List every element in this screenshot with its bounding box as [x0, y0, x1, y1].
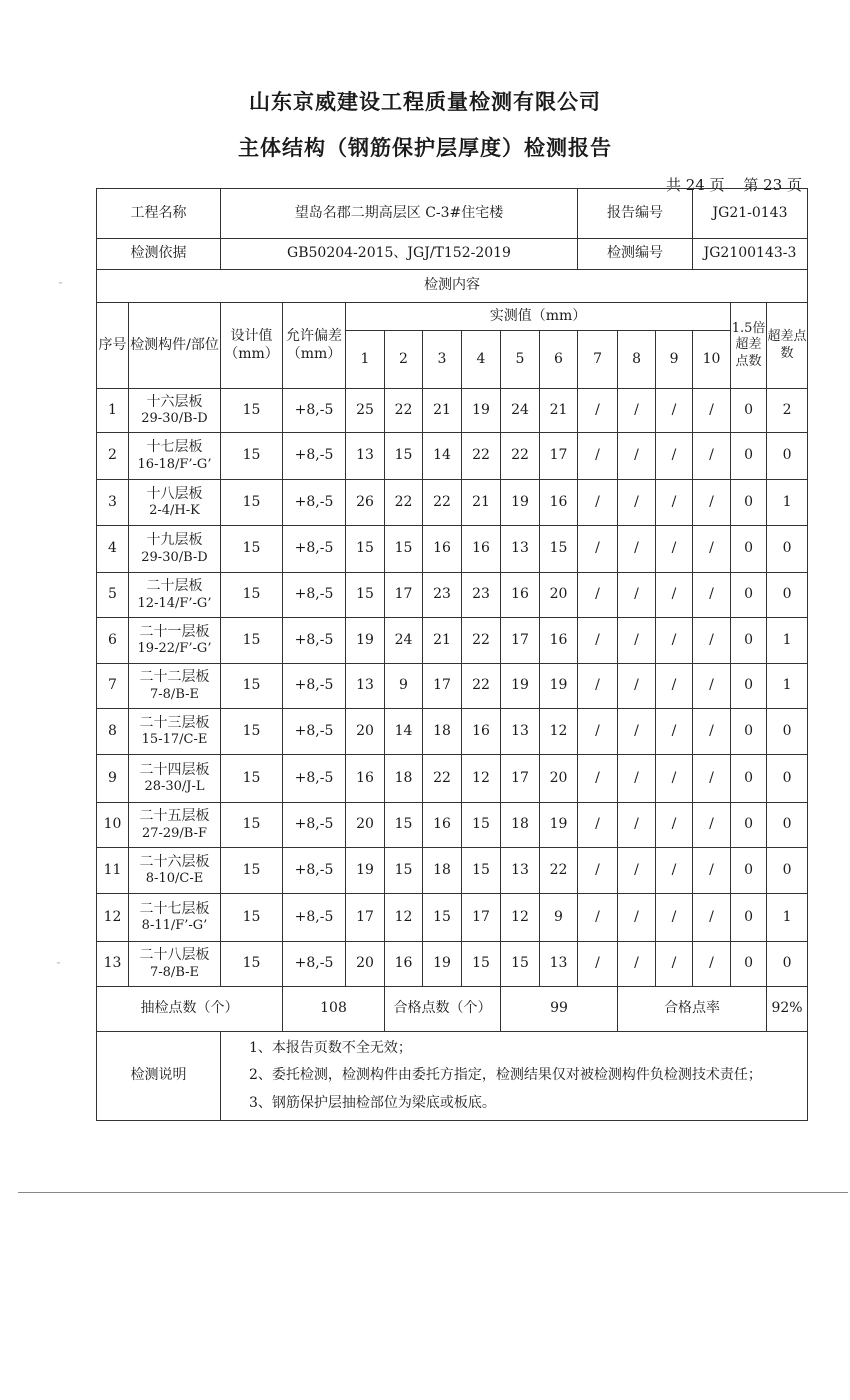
measured-value: 19: [540, 664, 578, 709]
measured-value: 24: [501, 389, 540, 433]
row-over15: 0: [731, 709, 767, 755]
measured-value: 15: [462, 942, 501, 987]
measured-value: 17: [462, 894, 501, 942]
row-tolerance: +8,-5: [283, 848, 346, 894]
row-seq: 5: [97, 573, 129, 618]
measured-value: /: [693, 480, 731, 526]
measured-value: 12: [385, 894, 423, 942]
measured-value: /: [693, 894, 731, 942]
measured-value: 20: [540, 573, 578, 618]
measured-value: /: [656, 664, 693, 709]
rate-value: 92%: [767, 987, 808, 1032]
row-over: 1: [767, 664, 808, 709]
measured-value: 15: [462, 803, 501, 848]
component-location: 29-30/B-D: [141, 549, 208, 565]
measured-value: /: [578, 755, 618, 803]
row-tolerance: +8,-5: [283, 573, 346, 618]
table-row: [97, 894, 808, 942]
test-no-label: 检测编号: [578, 239, 693, 270]
report-title: 主体结构（钢筋保护层厚度）检测报告: [238, 136, 612, 160]
measured-value: /: [618, 573, 656, 618]
measured-value: 22: [501, 433, 540, 480]
table-row: [97, 848, 808, 894]
notes-label: 检测说明: [97, 1032, 221, 1121]
measured-value: /: [693, 526, 731, 573]
measured-value: /: [693, 664, 731, 709]
measured-value: /: [578, 526, 618, 573]
measured-value: /: [656, 573, 693, 618]
component-location: 19-22/F’-G’: [137, 641, 212, 657]
measured-value: /: [618, 480, 656, 526]
component-name: 十六层板: [146, 393, 203, 410]
measured-value: 23: [462, 573, 501, 618]
measured-value: 25: [346, 389, 385, 433]
current-page: 第 23 页: [743, 176, 802, 194]
row-over: 0: [767, 755, 808, 803]
row-seq: 3: [97, 480, 129, 526]
measured-value: /: [618, 526, 656, 573]
measured-value: /: [656, 848, 693, 894]
measured-value: 16: [540, 618, 578, 664]
measured-value: 17: [346, 894, 385, 942]
measured-value: /: [578, 709, 618, 755]
row-tolerance: +8,-5: [283, 526, 346, 573]
component-location: 12-14/F’-G’: [137, 595, 212, 611]
table-row: [97, 755, 808, 803]
row-seq: 11: [97, 848, 129, 894]
row-design: 15: [221, 664, 283, 709]
row-over15: 0: [731, 480, 767, 526]
component-name: 十七层板: [146, 439, 203, 456]
measured-value: /: [693, 942, 731, 987]
row-over: 0: [767, 709, 808, 755]
basis-row: [97, 239, 808, 270]
measured-value: 19: [423, 942, 462, 987]
row-over: 0: [767, 526, 808, 573]
col-m3: 3: [423, 331, 462, 389]
measured-value: /: [618, 894, 656, 942]
measured-value: 13: [346, 433, 385, 480]
measured-value: 12: [540, 709, 578, 755]
component-location: 28-30/J-L: [144, 779, 205, 795]
row-component: [129, 894, 221, 942]
row-component: [129, 755, 221, 803]
component-name: 二十六层板: [139, 853, 210, 870]
measured-value: 20: [346, 942, 385, 987]
row-tolerance: +8,-5: [283, 942, 346, 987]
measured-value: /: [618, 389, 656, 433]
measured-value: /: [618, 433, 656, 480]
measured-value: 16: [462, 709, 501, 755]
component-name: 十九层板: [146, 532, 203, 549]
measured-value: 19: [540, 803, 578, 848]
col-m2: 2: [385, 331, 423, 389]
measured-value: 16: [385, 942, 423, 987]
measured-value: 21: [423, 389, 462, 433]
col-over15: 1.5倍超差点数: [731, 303, 767, 389]
row-over: 1: [767, 480, 808, 526]
row-over: 0: [767, 942, 808, 987]
measured-value: 15: [462, 848, 501, 894]
table-row: [97, 803, 808, 848]
measured-value: 21: [462, 480, 501, 526]
measured-value: 21: [423, 618, 462, 664]
row-seq: 1: [97, 389, 129, 433]
row-component: [129, 709, 221, 755]
component-location: 29-30/B-D: [141, 411, 208, 427]
component-name: 二十七层板: [139, 900, 210, 917]
page-bottom-rule: [18, 1192, 848, 1193]
col-m10: 10: [693, 331, 731, 389]
row-tolerance: +8,-5: [283, 803, 346, 848]
measured-value: /: [618, 664, 656, 709]
measured-value: 20: [540, 755, 578, 803]
measured-value: 22: [385, 389, 423, 433]
row-over: 0: [767, 848, 808, 894]
component-location: 2-4/H-K: [149, 503, 200, 519]
row-over: 0: [767, 803, 808, 848]
measured-value: 22: [423, 480, 462, 526]
measured-value: 19: [501, 664, 540, 709]
row-design: 15: [221, 433, 283, 480]
col-m9: 9: [656, 331, 693, 389]
measured-value: 17: [501, 618, 540, 664]
table-row: [97, 573, 808, 618]
row-tolerance: +8,-5: [283, 894, 346, 942]
rate-label: 合格点率: [618, 987, 767, 1032]
row-design: 15: [221, 526, 283, 573]
measured-value: /: [693, 803, 731, 848]
row-component: [129, 480, 221, 526]
col-m4: 4: [462, 331, 501, 389]
component-location: 27-29/B-F: [141, 825, 208, 841]
table-row: [97, 433, 808, 480]
measured-value: /: [693, 709, 731, 755]
measured-value: /: [693, 433, 731, 480]
measured-value: 9: [385, 664, 423, 709]
measured-value: 22: [385, 480, 423, 526]
measured-value: /: [578, 433, 618, 480]
measured-value: 21: [540, 389, 578, 433]
measured-value: /: [578, 389, 618, 433]
component-location: 7-8/B-E: [150, 964, 199, 980]
measured-value: /: [618, 618, 656, 664]
measured-value: 24: [385, 618, 423, 664]
row-component: [129, 526, 221, 573]
measured-value: /: [578, 803, 618, 848]
row-design: 15: [221, 709, 283, 755]
measured-value: /: [656, 618, 693, 664]
row-design: 15: [221, 803, 283, 848]
row-design: 15: [221, 389, 283, 433]
measured-value: /: [656, 480, 693, 526]
measured-value: 15: [385, 433, 423, 480]
row-design: 15: [221, 480, 283, 526]
row-over15: 0: [731, 803, 767, 848]
table-row: [97, 709, 808, 755]
component-name: 二十三层板: [139, 714, 210, 731]
row-tolerance: +8,-5: [283, 755, 346, 803]
measured-value: 17: [385, 573, 423, 618]
row-over: 2: [767, 389, 808, 433]
project-value: 望岛名郡二期高层区 C-3#住宅楼: [221, 189, 578, 239]
measured-value: /: [656, 803, 693, 848]
measured-value: /: [693, 848, 731, 894]
project-label: 工程名称: [97, 189, 221, 239]
component-name: 二十五层板: [139, 808, 210, 825]
row-tolerance: +8,-5: [283, 618, 346, 664]
measured-value: 16: [501, 573, 540, 618]
row-tolerance: +8,-5: [283, 664, 346, 709]
measured-value: 17: [540, 433, 578, 480]
measured-value: /: [578, 664, 618, 709]
measured-value: /: [656, 709, 693, 755]
project-row: [97, 189, 808, 239]
test-no-value: JG2100143-3: [693, 239, 808, 270]
measured-value: /: [656, 389, 693, 433]
measured-value: /: [578, 848, 618, 894]
component-location: 15-17/C-E: [141, 732, 208, 748]
col-m7: 7: [578, 331, 618, 389]
table-row: [97, 389, 808, 433]
component-name: 十八层板: [146, 485, 203, 502]
col-m1: 1: [346, 331, 385, 389]
measured-value: 19: [462, 389, 501, 433]
company-name: 山东京威建设工程质量检测有限公司: [249, 90, 601, 114]
data-rows: [97, 389, 808, 987]
measured-value: 15: [346, 526, 385, 573]
row-over: 1: [767, 618, 808, 664]
measured-value: 13: [346, 664, 385, 709]
col-component: 检测构件/部位: [129, 303, 221, 389]
component-name: 二十二层板: [139, 669, 210, 686]
measured-value: 18: [501, 803, 540, 848]
measured-value: /: [693, 389, 731, 433]
measured-value: 15: [423, 894, 462, 942]
row-over15: 0: [731, 433, 767, 480]
measured-value: 15: [501, 942, 540, 987]
measured-value: 18: [385, 755, 423, 803]
summary-row: [97, 987, 808, 1032]
row-tolerance: +8,-5: [283, 709, 346, 755]
measured-value: 15: [346, 573, 385, 618]
measured-value: 22: [423, 755, 462, 803]
measured-value: /: [693, 573, 731, 618]
col-m6: 6: [540, 331, 578, 389]
col-tolerance: 允许偏差（mm）: [283, 303, 346, 389]
col-measured: 实测值（mm）: [346, 303, 731, 331]
table-row: [97, 942, 808, 987]
row-tolerance: +8,-5: [283, 389, 346, 433]
row-seq: 13: [97, 942, 129, 987]
measured-value: 22: [540, 848, 578, 894]
measured-value: 13: [501, 709, 540, 755]
basis-label: 检测依据: [97, 239, 221, 270]
row-seq: 9: [97, 755, 129, 803]
measured-value: 19: [346, 848, 385, 894]
row-component: [129, 573, 221, 618]
measured-value: /: [656, 894, 693, 942]
basis-value: GB50204-2015、JGJ/T152-2019: [221, 239, 578, 270]
measured-value: /: [618, 942, 656, 987]
measured-value: 15: [540, 526, 578, 573]
sample-value: 108: [283, 987, 385, 1032]
measured-value: 26: [346, 480, 385, 526]
component-location: 7-8/B-E: [150, 686, 199, 702]
table-row: [97, 480, 808, 526]
row-over15: 0: [731, 755, 767, 803]
row-design: 15: [221, 894, 283, 942]
row-seq: 2: [97, 433, 129, 480]
row-over15: 0: [731, 894, 767, 942]
row-component: [129, 942, 221, 987]
measured-value: 16: [462, 526, 501, 573]
row-over: 1: [767, 894, 808, 942]
measured-value: 16: [423, 803, 462, 848]
report-no-value: JG21-0143: [693, 189, 808, 239]
notes-row: [97, 1032, 808, 1121]
component-name: 二十层板: [146, 578, 203, 595]
scan-mark: ˜: [56, 962, 61, 973]
pass-value: 99: [501, 987, 618, 1032]
row-over15: 0: [731, 618, 767, 664]
row-over: 0: [767, 433, 808, 480]
pass-label: 合格点数（个）: [385, 987, 501, 1032]
report-no-label: 报告编号: [578, 189, 693, 239]
row-component: [129, 389, 221, 433]
measured-value: 15: [385, 526, 423, 573]
measured-value: 12: [462, 755, 501, 803]
measured-value: /: [693, 755, 731, 803]
col-over: 超差点数: [767, 303, 808, 389]
row-seq: 12: [97, 894, 129, 942]
note-line: 3、钢筋保护层抽检部位为梁底或板底。: [249, 1094, 496, 1111]
measured-value: /: [656, 433, 693, 480]
col-m8: 8: [618, 331, 656, 389]
table-row: [97, 526, 808, 573]
measured-value: 20: [346, 803, 385, 848]
row-seq: 8: [97, 709, 129, 755]
row-component: [129, 803, 221, 848]
col-m5: 5: [501, 331, 540, 389]
row-over15: 0: [731, 389, 767, 433]
col-design: 设计值（mm）: [221, 303, 283, 389]
measured-value: 17: [501, 755, 540, 803]
measured-value: 13: [501, 526, 540, 573]
col-seq: 序号: [97, 303, 129, 389]
measured-value: 15: [385, 803, 423, 848]
component-location: 8-10/C-E: [145, 871, 204, 887]
measured-value: 18: [423, 848, 462, 894]
row-component: [129, 618, 221, 664]
row-over15: 0: [731, 942, 767, 987]
component-name: 二十八层板: [139, 947, 210, 964]
measured-value: /: [618, 755, 656, 803]
measured-value: /: [693, 618, 731, 664]
measured-value: 22: [462, 664, 501, 709]
measured-value: 13: [501, 848, 540, 894]
row-over15: 0: [731, 573, 767, 618]
row-design: 15: [221, 618, 283, 664]
column-header-row-1: [97, 303, 808, 331]
measured-value: 16: [423, 526, 462, 573]
measured-value: /: [618, 803, 656, 848]
row-over15: 0: [731, 526, 767, 573]
measured-value: 15: [385, 848, 423, 894]
measured-value: 9: [540, 894, 578, 942]
row-over15: 0: [731, 848, 767, 894]
measured-value: 16: [346, 755, 385, 803]
row-over15: 0: [731, 664, 767, 709]
sample-label: 抽检点数（个）: [97, 987, 283, 1032]
component-location: 16-18/F’-G’: [137, 456, 212, 472]
notes-text: [221, 1032, 808, 1121]
component-location: 8-11/F’-G’: [141, 918, 208, 934]
content-row: [97, 270, 808, 303]
row-component: [129, 433, 221, 480]
row-tolerance: +8,-5: [283, 480, 346, 526]
row-component: [129, 848, 221, 894]
row-design: 15: [221, 755, 283, 803]
measured-value: 23: [423, 573, 462, 618]
measured-value: /: [656, 526, 693, 573]
row-seq: 10: [97, 803, 129, 848]
component-name: 二十四层板: [139, 761, 210, 778]
row-over: 0: [767, 573, 808, 618]
measured-value: 18: [423, 709, 462, 755]
row-seq: 7: [97, 664, 129, 709]
measured-value: /: [578, 480, 618, 526]
measured-value: /: [656, 755, 693, 803]
measured-value: 17: [423, 664, 462, 709]
note-line: 1、本报告页数不全无效；: [249, 1040, 412, 1057]
measured-value: /: [618, 709, 656, 755]
measured-value: /: [578, 942, 618, 987]
measured-value: /: [578, 894, 618, 942]
row-design: 15: [221, 848, 283, 894]
measured-value: 12: [501, 894, 540, 942]
measured-value: 13: [540, 942, 578, 987]
measured-value: 22: [462, 618, 501, 664]
measured-value: 22: [462, 433, 501, 480]
measured-value: 14: [423, 433, 462, 480]
measured-value: 20: [346, 709, 385, 755]
measured-value: /: [578, 618, 618, 664]
table-row: [97, 618, 808, 664]
scan-mark: ˜: [58, 282, 63, 293]
measured-value: 19: [501, 480, 540, 526]
note-line: 2、委托检测，检测构件由委托方指定，检测结果仅对被检测构件负检测技术责任；: [249, 1067, 762, 1084]
row-component: [129, 664, 221, 709]
measured-value: 14: [385, 709, 423, 755]
row-seq: 4: [97, 526, 129, 573]
total-pages: 共 24 页: [665, 176, 725, 194]
row-design: 15: [221, 573, 283, 618]
measured-value: 16: [540, 480, 578, 526]
table-row: [97, 664, 808, 709]
row-design: 15: [221, 942, 283, 987]
report-table: [96, 188, 808, 1121]
measured-value: /: [618, 848, 656, 894]
component-name: 二十一层板: [139, 623, 210, 640]
row-tolerance: +8,-5: [283, 433, 346, 480]
measured-value: /: [578, 573, 618, 618]
row-seq: 6: [97, 618, 129, 664]
content-label: 检测内容: [97, 270, 808, 303]
measured-value: /: [656, 942, 693, 987]
measured-value: 19: [346, 618, 385, 664]
